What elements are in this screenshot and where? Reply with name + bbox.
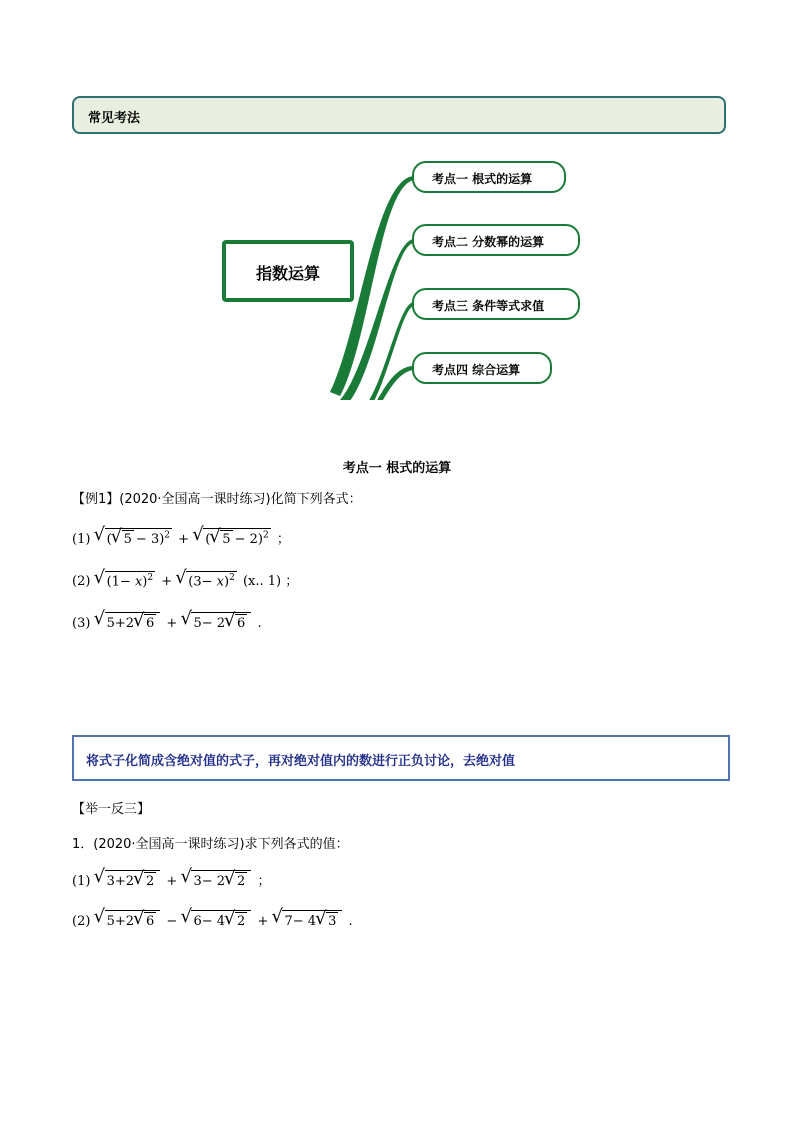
practice-heading-text: 【举一反三】 bbox=[72, 802, 151, 817]
section-header-bar bbox=[72, 96, 726, 134]
radical-expr: √ 5− 2√ 6 bbox=[181, 612, 251, 631]
practice-item-1: (1) √ 3+2√ 2 + √ 3− 2√ 2 ； bbox=[72, 870, 270, 889]
practice-q1-text: 1．(2020·全国高一课时练习)求下列各式的值： bbox=[72, 837, 349, 852]
item-tail: . bbox=[257, 616, 262, 631]
radical-expr: √ 6− 4√ 2 bbox=[181, 910, 251, 929]
practice-q1-intro bbox=[72, 833, 349, 852]
item-label: (1) bbox=[72, 874, 91, 889]
item-tail: . bbox=[348, 914, 353, 929]
item-tail: ； bbox=[257, 874, 271, 889]
header-title: 常见考法 bbox=[88, 111, 141, 126]
radical-expr: √ (√ 5 − 2)$^2$ bbox=[193, 528, 270, 547]
radical-expr: √ 3− 2√ 2 bbox=[181, 870, 251, 889]
example-item-1: (1) √ (√ 5 − 3)$^2$ + √ (√ 5 − 2)$^2$ ； bbox=[72, 528, 290, 547]
item-tail: ； bbox=[285, 574, 299, 589]
mindmap-branch-2 bbox=[412, 224, 580, 256]
example-intro-text: 【例1】(2020·全国高一课时练习)化简下列各式： bbox=[72, 492, 362, 507]
branch-label: 考点三 条件等式求值 bbox=[432, 299, 545, 313]
item-label: (1) bbox=[72, 532, 91, 547]
practice-heading bbox=[72, 798, 150, 817]
radical-expr: √ 3+2√ 2 bbox=[95, 870, 161, 889]
example-item-2: (2) √ $(1- x)^2$ + √ $(3- x)^2$ (x.. 1) ； bbox=[72, 570, 298, 589]
mindmap-branch-1 bbox=[412, 161, 566, 193]
section-title: 考点一 根式的运算 bbox=[342, 461, 452, 476]
item-label: (2) bbox=[72, 914, 91, 929]
radical-expr: √ $(1- x)^2$ bbox=[95, 571, 156, 589]
example-intro bbox=[72, 488, 362, 507]
item-tail: ； bbox=[276, 532, 290, 547]
branch-label: 考点四 综合运算 bbox=[432, 363, 521, 377]
branch-label: 考点二 分数幂的运算 bbox=[432, 235, 545, 249]
mindmap-root bbox=[222, 240, 354, 302]
radical-expr: √ 7− 4√ 3 bbox=[272, 910, 342, 929]
item-label: (3) bbox=[72, 616, 91, 631]
radical-expr: √ (√ 5 − 3)$^2$ bbox=[95, 528, 172, 547]
radical-expr: √ 5+2√ 6 bbox=[95, 612, 161, 631]
mindmap-branch-4 bbox=[412, 352, 552, 384]
practice-item-2: (2) √ 5+2√ 6 − √ 6− 4√ 2 + √ 7− 4√ 3 . bbox=[72, 910, 353, 929]
tip-box bbox=[72, 735, 730, 781]
mindmap-branch-3 bbox=[412, 288, 580, 320]
radical-expr: √ $(3- x)^2$ bbox=[176, 571, 237, 589]
example-item-3: (3) √ 5+2√ 6 + √ 5− 2√ 6 . bbox=[72, 612, 262, 631]
item-label: (2) bbox=[72, 574, 91, 589]
mindmap-root-label: 指数运算 bbox=[255, 264, 320, 283]
tip-text: 将式子化简成含绝对值的式子，再对绝对值内的数进行正负讨论，去绝对值 bbox=[86, 754, 516, 769]
mindmap-connectors bbox=[0, 150, 794, 400]
radical-expr: √ 5+2√ 6 bbox=[95, 910, 161, 929]
branch-label: 考点一 根式的运算 bbox=[432, 172, 533, 186]
item-condition: (x.. 1) bbox=[242, 574, 282, 589]
